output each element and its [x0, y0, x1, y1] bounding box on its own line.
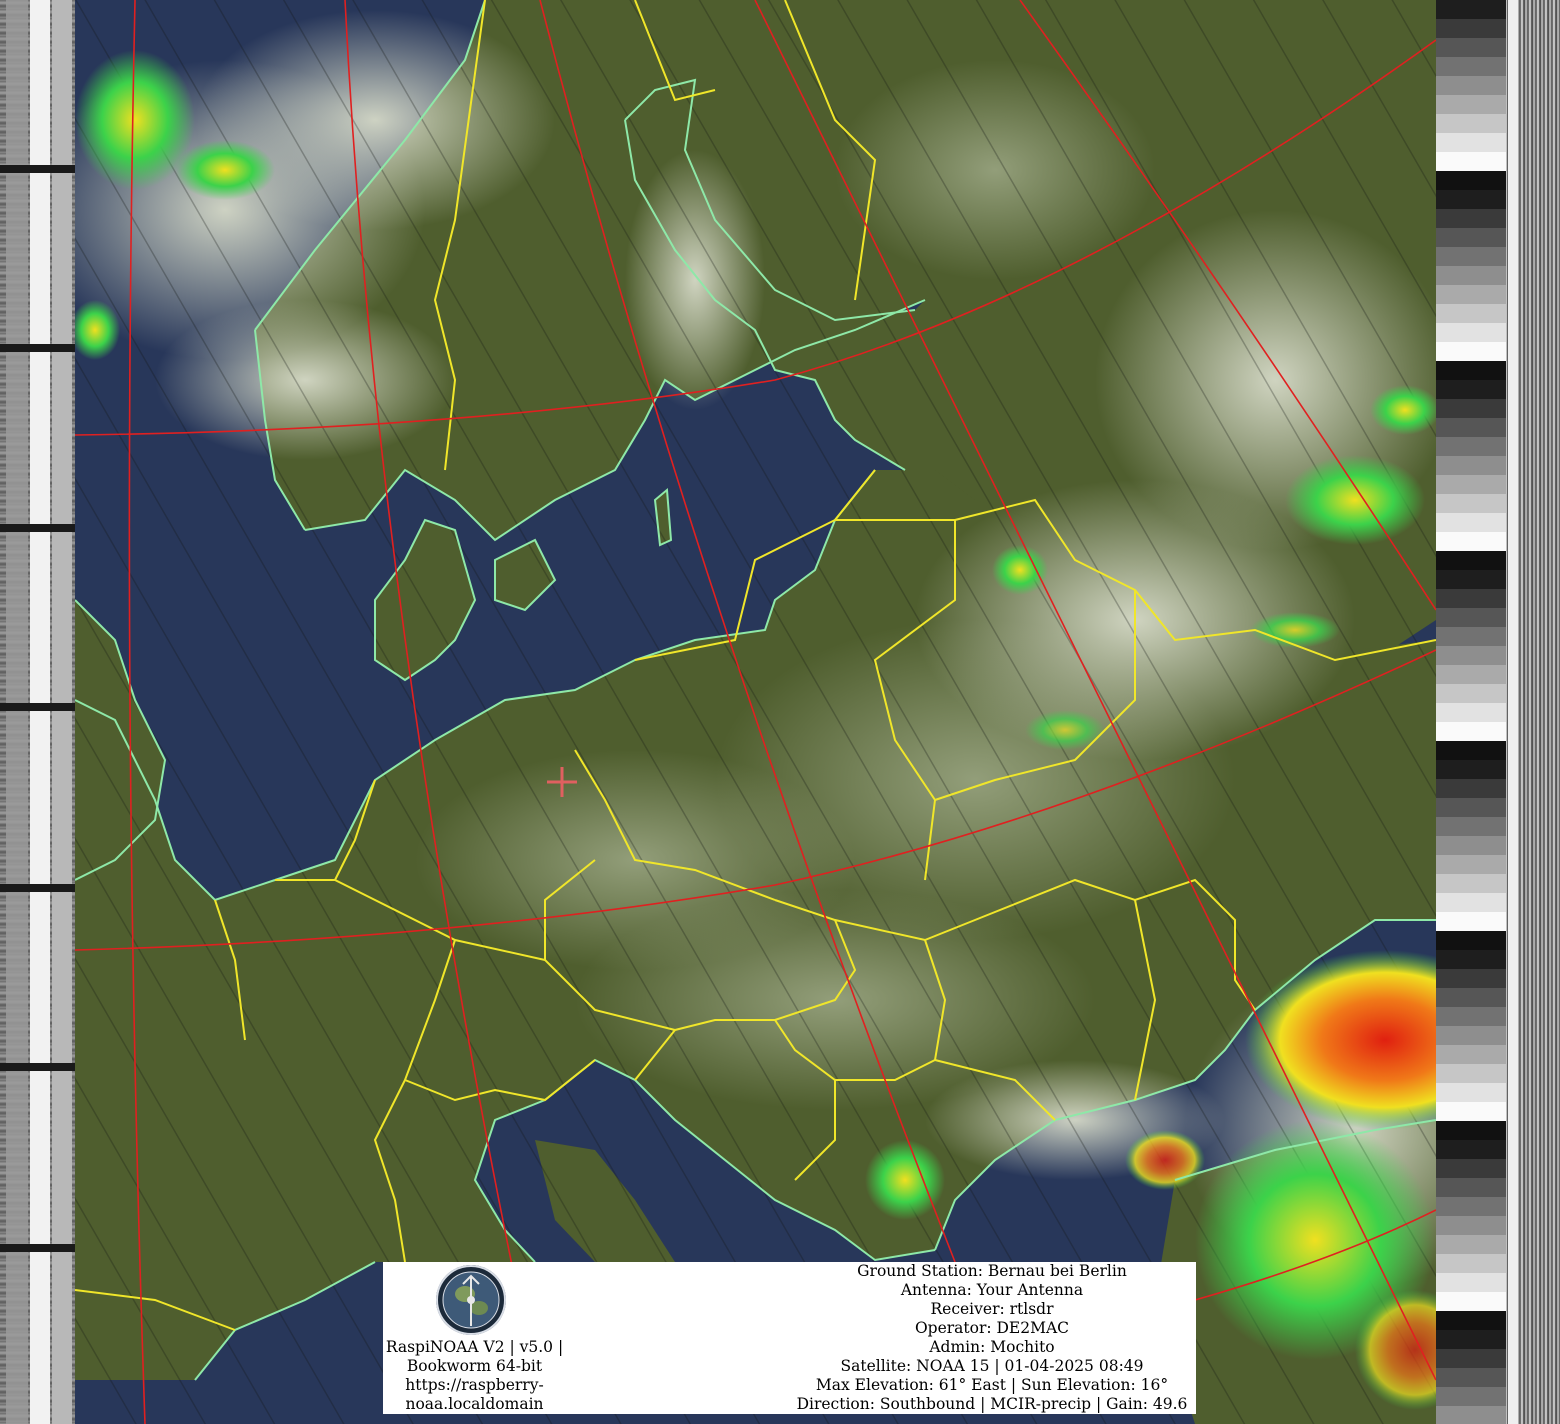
station-info: [788, 1262, 1196, 1414]
satellite-pass: Satellite: NOAA 15 | 01-04-2025 08:49: [840, 1357, 1144, 1375]
system-info: [383, 1338, 566, 1414]
receiver: Receiver: rtlsdr: [930, 1300, 1054, 1318]
antenna: Antenna: Your Antenna: [900, 1281, 1084, 1299]
telemetry-strip-left: [0, 0, 75, 1424]
map-canvas: [75, 0, 1436, 1424]
satellite-map: [75, 0, 1436, 1424]
telemetry-strip-right: [1436, 0, 1560, 1424]
pass-info-overlay: [383, 1262, 1196, 1414]
admin: Admin: Mochito: [929, 1338, 1055, 1356]
system-url-part1: https://raspberry-: [405, 1376, 544, 1394]
raspinoaa-logo-icon: [435, 1264, 507, 1336]
telemetry-wedges: [1436, 0, 1506, 1424]
elevation-info: Max Elevation: 61° East | Sun Elevation: 16°: [815, 1376, 1169, 1394]
system-url-part2: noaa.localdomain: [405, 1395, 544, 1413]
system-os: Bookworm 64-bit: [406, 1357, 543, 1375]
direction-info: Direction: Southbound | MCIR-precip | Gain: 49.6: [796, 1395, 1188, 1413]
ground-station: Ground Station: Bernau bei Berlin: [857, 1262, 1127, 1280]
system-version: RaspiNOAA V2 | v5.0 |: [385, 1338, 564, 1356]
operator: Operator: DE2MAC: [914, 1319, 1070, 1337]
